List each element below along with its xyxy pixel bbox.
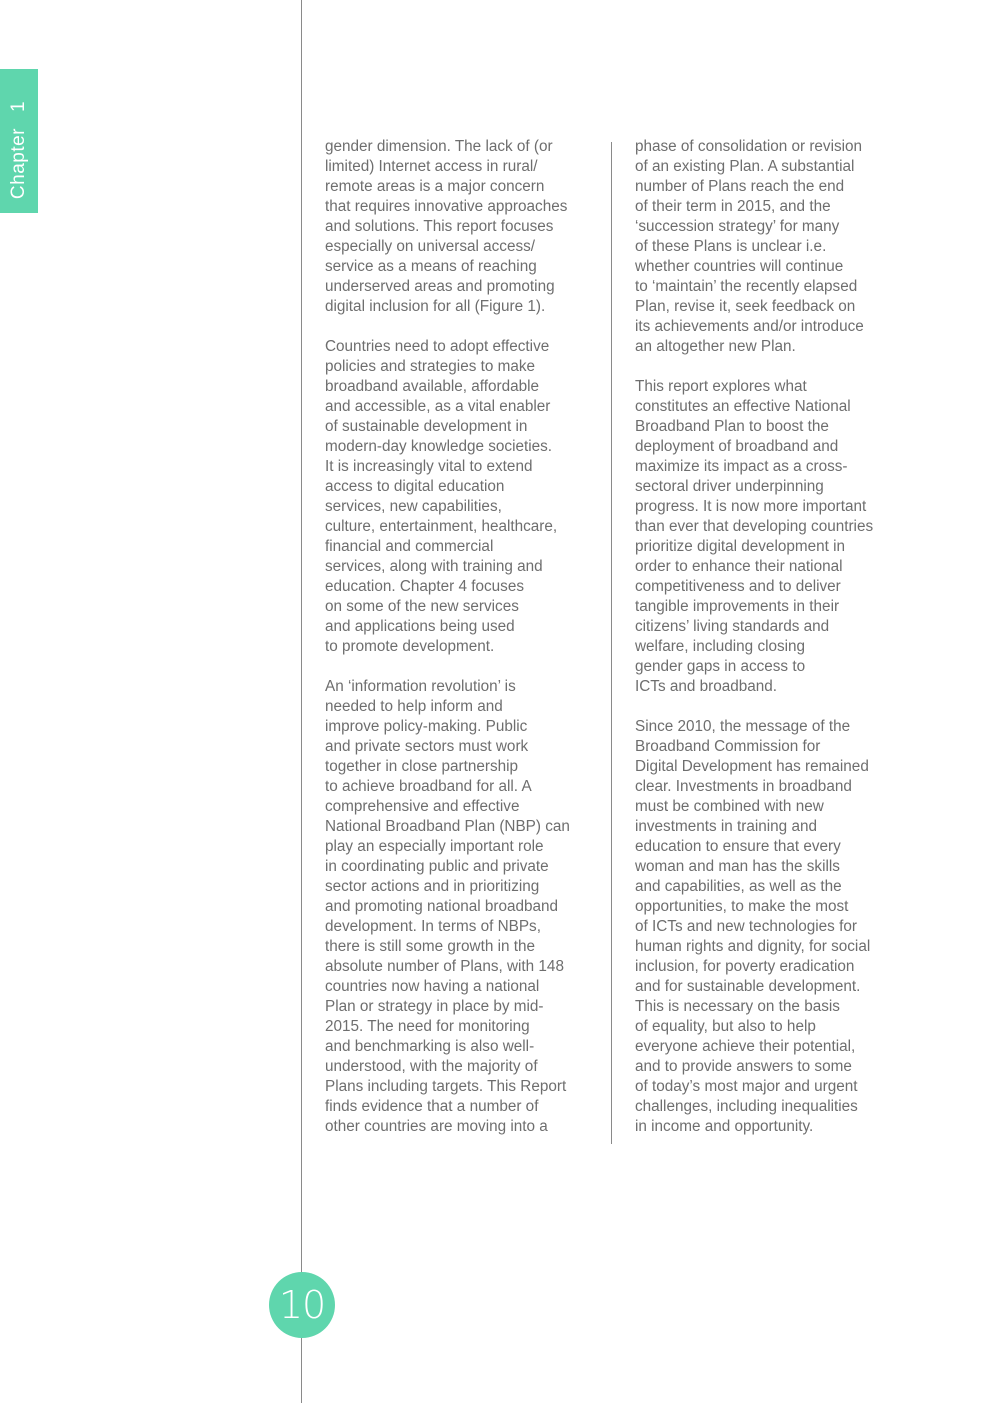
text-line: services, along with training and — [325, 558, 543, 575]
paragraph — [635, 377, 907, 697]
text-line: Broadband Commission for — [635, 738, 821, 755]
paragraph — [635, 137, 907, 357]
text-line: challenges, including inequalities — [635, 1098, 858, 1115]
text-line: and to provide answers to some — [635, 1058, 852, 1075]
text-line: development. In terms of NBPs, — [325, 918, 541, 935]
text-line: of today’s most major and urgent — [635, 1078, 858, 1095]
text-line: education. Chapter 4 focuses — [325, 578, 524, 595]
page-number-badge — [269, 1272, 335, 1338]
text-line: digital inclusion for all (Figure 1). — [325, 298, 546, 315]
text-line: there is still some growth in the — [325, 938, 535, 955]
text-line: of their term in 2015, and the — [635, 198, 831, 215]
text-line: and accessible, as a vital enabler — [325, 398, 551, 415]
text-line: countries now having a national — [325, 978, 540, 995]
text-line: services, new capabilities, — [325, 498, 502, 515]
text-line: together in close partnership — [325, 758, 519, 775]
text-line: access to digital education — [325, 478, 505, 495]
text-line: and solutions. This report focuses — [325, 218, 554, 235]
text-line: order to enhance their national — [635, 558, 843, 575]
text-line: Countries need to adopt effective — [325, 338, 550, 355]
text-line: and applications being used — [325, 618, 515, 635]
text-line: Plans including targets. This Report — [325, 1078, 567, 1095]
text-line: whether countries will continue — [635, 258, 844, 275]
text-line: opportunities, to make the most — [635, 898, 849, 915]
text-line: must be combined with new — [635, 798, 824, 815]
text-line: maximize its impact as a cross- — [635, 458, 848, 475]
text-line: progress. It is now more important — [635, 498, 867, 515]
text-line: Broadband Plan to boost the — [635, 418, 829, 435]
text-line: Since 2010, the message of the — [635, 718, 851, 735]
column-divider — [611, 142, 612, 1144]
text-line: an altogether new Plan. — [635, 338, 796, 355]
text-line: sector actions and in prioritizing — [325, 878, 540, 895]
text-line: and capabilities, as well as the — [635, 878, 842, 895]
text-line: to ‘maintain’ the recently elapsed — [635, 278, 858, 295]
text-line: play an especially important role — [325, 838, 544, 855]
text-line: and benchmarking is also well- — [325, 1038, 535, 1055]
text-line: on some of the new services — [325, 598, 519, 615]
text-line: everyone achieve their potential, — [635, 1038, 856, 1055]
right-text-column — [635, 137, 907, 1157]
chapter-number: 1 — [8, 100, 29, 112]
text-line: modern-day knowledge societies. — [325, 438, 553, 455]
text-line: prioritize digital development in — [635, 538, 846, 555]
text-line: that requires innovative approaches — [325, 198, 568, 215]
text-line: needed to help inform and — [325, 698, 503, 715]
text-line: human rights and dignity, for social — [635, 938, 871, 955]
text-line: clear. Investments in broadband — [635, 778, 852, 795]
text-line: inclusion, for poverty eradication — [635, 958, 855, 975]
text-line: comprehensive and effective — [325, 798, 520, 815]
text-line: of an existing Plan. A substantial — [635, 158, 855, 175]
text-line: gender dimension. The lack of (or — [325, 138, 553, 155]
text-line: in income and opportunity. — [635, 1118, 814, 1135]
text-line: of these Plans is unclear i.e. — [635, 238, 827, 255]
text-line: and for sustainable development. — [635, 978, 861, 995]
text-line: competitiveness and to deliver — [635, 578, 841, 595]
vertical-spine-line — [301, 0, 302, 1403]
paragraph — [325, 137, 595, 317]
text-line: Plan or strategy in place by mid- — [325, 998, 544, 1015]
text-line: and private sectors must work — [325, 738, 529, 755]
text-line: improve policy-making. Public — [325, 718, 528, 735]
text-line: broadband available, affordable — [325, 378, 540, 395]
text-line: 2015. The need for monitoring — [325, 1018, 530, 1035]
text-line: ‘succession strategy’ for many — [635, 218, 840, 235]
chapter-label — [8, 101, 30, 199]
text-line: absolute number of Plans, with 148 — [325, 958, 564, 975]
text-line: Plan, revise it, seek feedback on — [635, 298, 856, 315]
paragraph — [325, 677, 595, 1137]
text-line: sectoral driver underpinning — [635, 478, 824, 495]
text-line: limited) Internet access in rural/ — [325, 158, 538, 175]
text-line: ICTs and broadband. — [635, 678, 778, 695]
text-line: underserved areas and promoting — [325, 278, 555, 295]
text-line: woman and man has the skills — [635, 858, 840, 875]
text-line: education to ensure that every — [635, 838, 841, 855]
text-line: of ICTs and new technologies for — [635, 918, 857, 935]
text-line: number of Plans reach the end — [635, 178, 845, 195]
paragraph — [325, 337, 595, 657]
text-line: culture, entertainment, healthcare, — [325, 518, 558, 535]
text-line: welfare, including closing — [635, 638, 806, 655]
left-text-column — [325, 137, 595, 1157]
text-line: and promoting national broadband — [325, 898, 559, 915]
text-line: to promote development. — [325, 638, 495, 655]
text-line: tangible improvements in their — [635, 598, 840, 615]
text-line: citizens’ living standards and — [635, 618, 830, 635]
text-line: understood, with the majority of — [325, 1058, 538, 1075]
paragraph — [635, 717, 907, 1137]
text-line: to achieve broadband for all. A — [325, 778, 532, 795]
text-line: in coordinating public and private — [325, 858, 549, 875]
text-line: National Broadband Plan (NBP) can — [325, 818, 570, 835]
text-line: It is increasingly vital to extend — [325, 458, 533, 475]
text-line: of equality, but also to help — [635, 1018, 816, 1035]
text-line: deployment of broadband and — [635, 438, 839, 455]
text-line: than ever that developing countries — [635, 518, 874, 535]
text-line: phase of consolidation or revision — [635, 138, 863, 155]
text-line: remote areas is a major concern — [325, 178, 545, 195]
text-line: An ‘information revolution’ is — [325, 678, 516, 695]
page-number: 10 — [278, 1283, 326, 1327]
text-line: investments in training and — [635, 818, 817, 835]
text-line: service as a means of reaching — [325, 258, 537, 275]
text-line: finds evidence that a number of — [325, 1098, 539, 1115]
text-line: other countries are moving into a — [325, 1118, 548, 1135]
text-line: gender gaps in access to — [635, 658, 806, 675]
text-line: Digital Development has remained — [635, 758, 869, 775]
text-line: financial and commercial — [325, 538, 494, 555]
text-line: of sustainable development in — [325, 418, 528, 435]
text-line: policies and strategies to make — [325, 358, 536, 375]
text-line: This report explores what — [635, 378, 807, 395]
text-line: This is necessary on the basis — [635, 998, 840, 1015]
chapter-word: Chapter — [8, 127, 29, 200]
text-line: constitutes an effective National — [635, 398, 851, 415]
text-line: its achievements and/or introduce — [635, 318, 864, 335]
text-line: especially on universal access/ — [325, 238, 536, 255]
